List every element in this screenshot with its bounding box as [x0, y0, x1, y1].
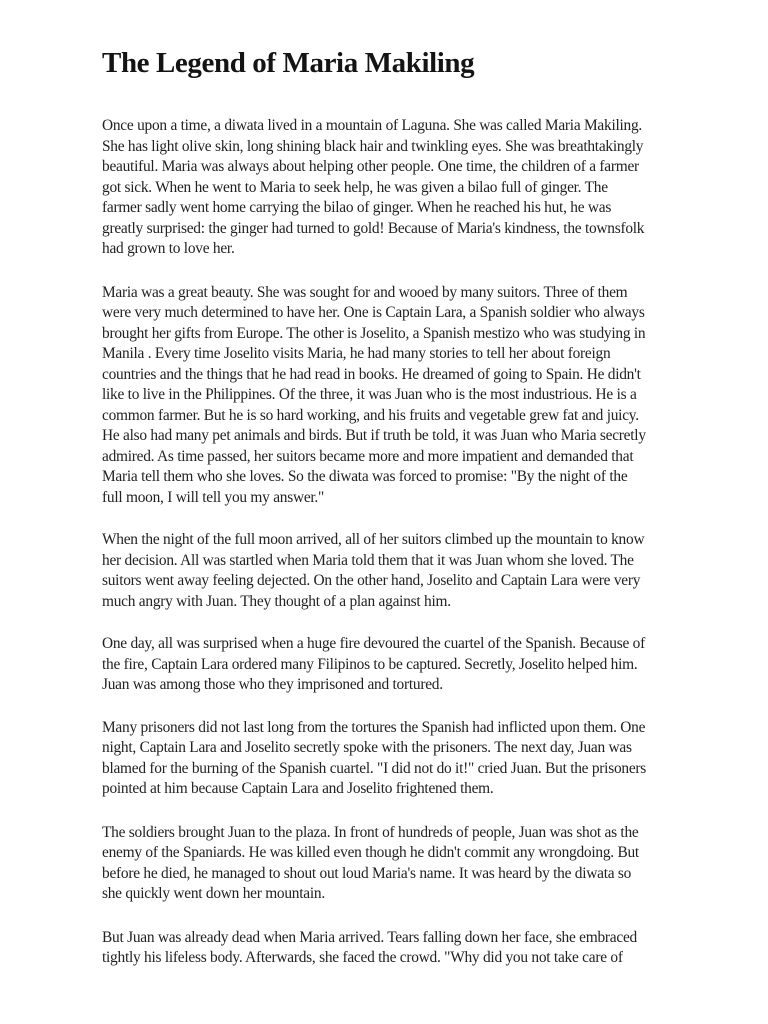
text-line: were very much determined to have her. One is Captain Lara, a Spanish soldier who always [102, 304, 645, 321]
document-body [102, 116, 672, 992]
text-line: her decision. All was startled when Maria told them that it was Juan whom she loved. The [102, 551, 634, 569]
text-line: brought her gifts from Europe. The other is Joselito, a Spanish mestizo who was studying in [102, 324, 646, 342]
text-line: like to live in the Philippines. Of the three, it was Juan who is the most industrious. He is a [102, 386, 637, 403]
text-line: He also had many pet animals and birds. But if truth be told, it was Juan who Maria secretly [102, 427, 646, 444]
text-line: she quickly went down her mountain. [102, 885, 325, 902]
paragraph-2 [102, 283, 672, 509]
paragraph-3 [102, 530, 672, 612]
text-line: suitors went away feeling dejected. On the other hand, Joselito and Captain Lara were very [102, 572, 641, 589]
text-line: the fire, Captain Lara ordered many Filipinos to be captured. Secretly, Joselito helped him. [102, 655, 638, 673]
text-line: Once upon a time, a diwata lived in a mountain of Laguna. She was called Maria Makiling. [102, 117, 643, 134]
text-line: before he died, he managed to shout out loud Maria's name. It was heard by the diwata so [102, 864, 632, 882]
paragraph-7 [102, 928, 672, 969]
text-line: full moon, I will tell you my answer." [102, 488, 325, 506]
paragraph-1 [102, 116, 672, 260]
text-line: night, Captain Lara and Joselito secretly spoke with the prisoners. The next day, Juan was [102, 739, 632, 756]
text-line: countries and the things that he had read in books. He dreamed of going to Spain. He didn't [102, 365, 641, 383]
text-line: common farmer. But he is so hard working, and his fruits and vegetable grew fat and juicy. [102, 406, 639, 424]
text-line: She has light olive skin, long shining black hair and twinkling eyes. She was breathtakingly [102, 137, 644, 155]
text-line: farmer sadly went home carrying the bilao of ginger. When he reached his hut, he was [102, 199, 612, 216]
text-line: greatly surprised: the ginger had turned to gold! Because of Maria's kindness, the townsfolk [102, 219, 645, 237]
text-line: pointed at him because Captain Lara and Joselito frightened them. [102, 780, 494, 797]
text-line: Juan was among those who they imprisoned and tortured. [102, 676, 443, 693]
text-line: enemy of the Spaniards. He was killed even though he didn't commit any wrongdoing. But [102, 844, 639, 861]
paragraph-4 [102, 634, 672, 696]
text-line: The soldiers brought Juan to the plaza. In front of hundreds of people, Juan was shot as the [102, 823, 639, 841]
text-line: But Juan was already dead when Maria arrived. Tears falling down her face, she embraced [102, 928, 637, 946]
text-line: Many prisoners did not last long from the tortures the Spanish had inflicted upon them. One [102, 718, 646, 736]
text-line: admired. As time passed, her suitors became more and more impatient and demanded that [102, 447, 634, 465]
text-line: blamed for the burning of the Spanish cuartel. "I did not do it!" cried Juan. But the prisoners [102, 759, 647, 777]
text-line: much angry with Juan. They thought of a plan against him. [102, 592, 451, 610]
text-line: had grown to love her. [102, 240, 235, 257]
paragraph-5 [102, 718, 672, 800]
text-line: When the night of the full moon arrived, all of her suitors climbed up the mountain to know [102, 531, 645, 548]
text-line: One day, all was surprised when a huge fire devoured the cuartel of the Spanish. Because of [102, 635, 645, 652]
text-line: got sick. When he went to Maria to seek help, he was given a bilao full of ginger. The [102, 178, 608, 196]
text-line: Maria tell them who she loves. So the diwata was forced to promise: "By the night of the [102, 468, 628, 485]
paragraph-6 [102, 823, 672, 905]
text-line: Manila . Every time Joselito visits Maria, he had many stories to tell her about foreign [102, 345, 611, 362]
text-line: tightly his lifeless body. Afterwards, she faced the crowd. "Why did you not take care of [102, 949, 623, 966]
text-line: Maria was a great beauty. She was sought for and wooed by many suitors. Three of them [102, 283, 628, 301]
document-title: The Legend of Maria Makiling [102, 47, 475, 79]
text-line: beautiful. Maria was always about helping other people. One time, the children of a farmer [102, 158, 639, 175]
